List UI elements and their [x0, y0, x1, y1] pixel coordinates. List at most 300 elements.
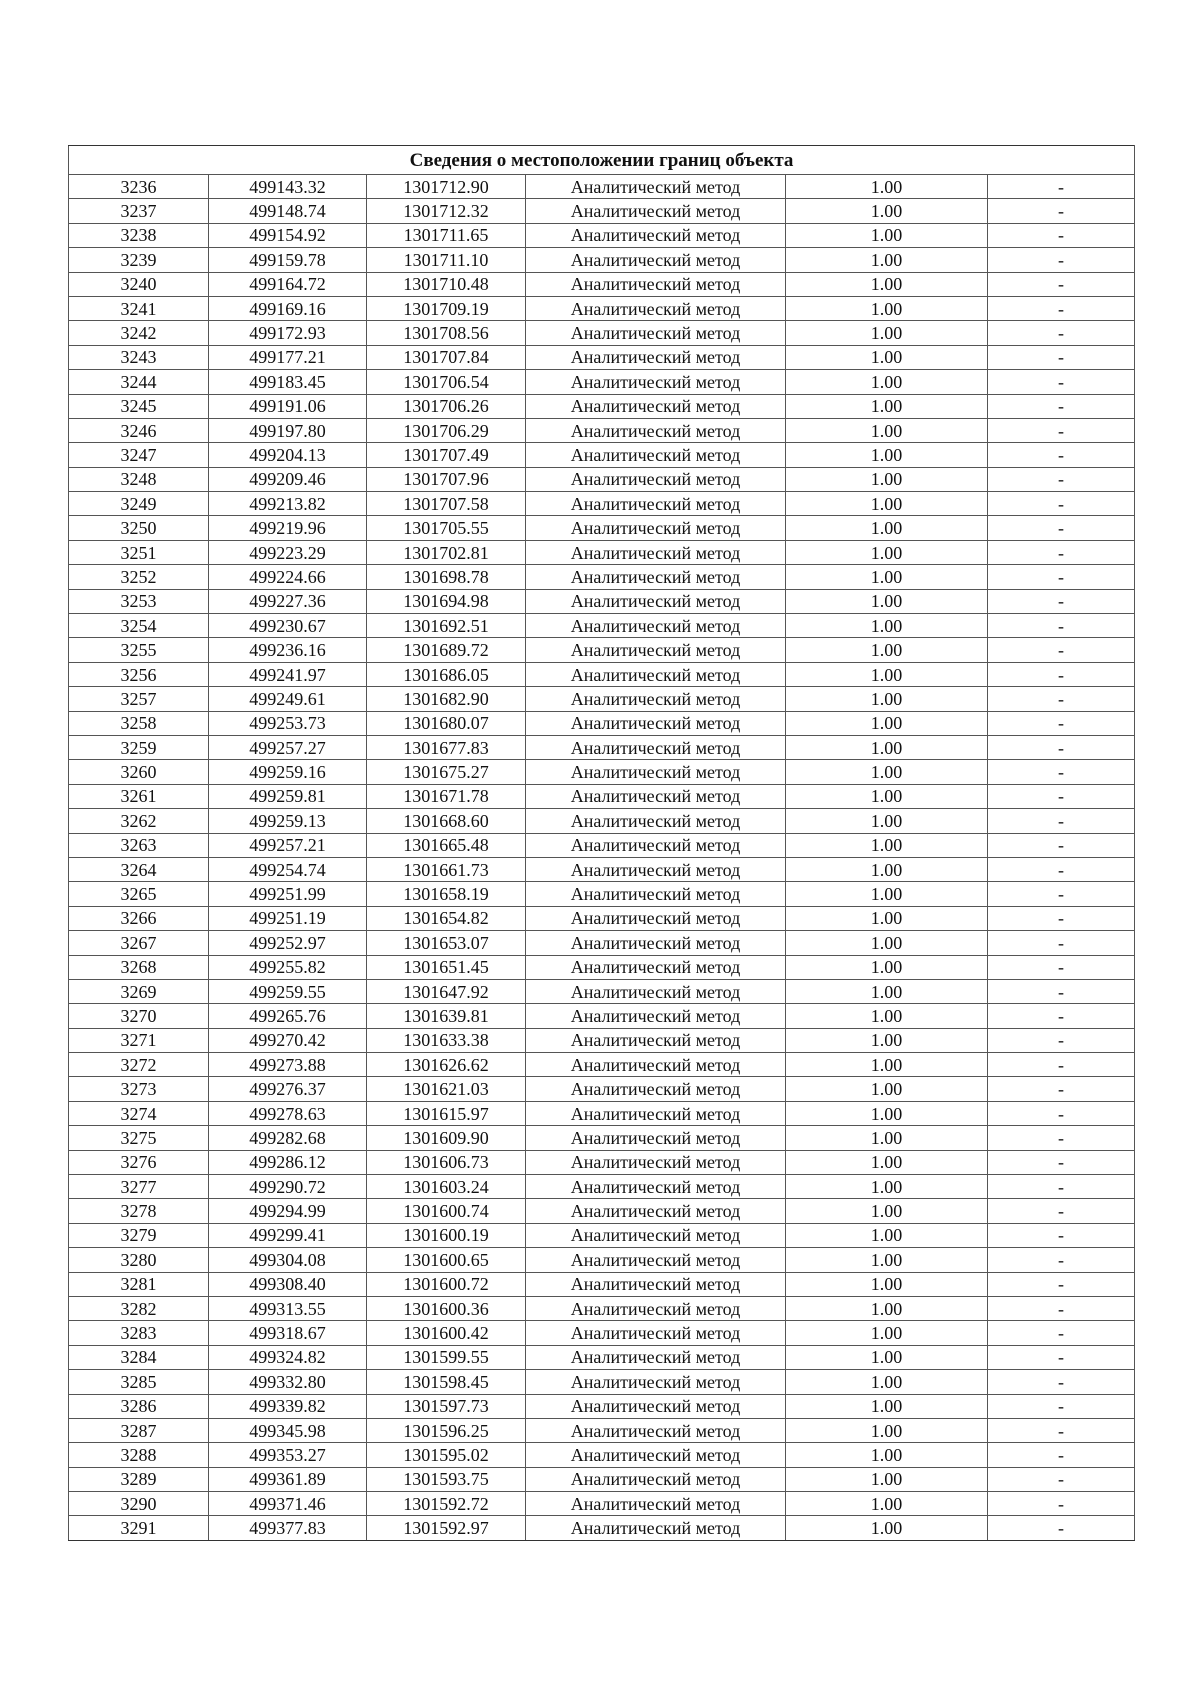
table-row: [69, 906, 1135, 930]
description-cell: -: [988, 1126, 1135, 1150]
description-cell: -: [988, 1175, 1135, 1199]
method-cell: Аналитический метод: [526, 370, 786, 394]
x-coordinate-cell: 499304.08: [209, 1248, 367, 1272]
accuracy-cell: 1.00: [786, 760, 988, 784]
x-coordinate-cell: 499313.55: [209, 1296, 367, 1320]
method-cell: Аналитический метод: [526, 687, 786, 711]
description-cell: -: [988, 272, 1135, 296]
x-coordinate-cell: 499290.72: [209, 1175, 367, 1199]
method-cell: Аналитический метод: [526, 809, 786, 833]
description-cell: -: [988, 784, 1135, 808]
method-cell: Аналитический метод: [526, 1077, 786, 1101]
y-coordinate-cell: 1301665.48: [367, 833, 526, 857]
description-cell: -: [988, 1028, 1135, 1052]
table-row: [69, 1004, 1135, 1028]
y-coordinate-cell: 1301689.72: [367, 638, 526, 662]
accuracy-cell: 1.00: [786, 467, 988, 491]
y-coordinate-cell: 1301694.98: [367, 589, 526, 613]
table-row: [69, 1394, 1135, 1418]
y-coordinate-cell: 1301599.55: [367, 1345, 526, 1369]
method-cell: Аналитический метод: [526, 1296, 786, 1320]
table-row: [69, 321, 1135, 345]
method-cell: Аналитический метод: [526, 1492, 786, 1516]
point-number-cell: 3276: [69, 1150, 209, 1174]
accuracy-cell: 1.00: [786, 687, 988, 711]
y-coordinate-cell: 1301661.73: [367, 857, 526, 881]
point-number-cell: 3289: [69, 1467, 209, 1491]
point-number-cell: 3270: [69, 1004, 209, 1028]
y-coordinate-cell: 1301707.58: [367, 492, 526, 516]
y-coordinate-cell: 1301597.73: [367, 1394, 526, 1418]
x-coordinate-cell: 499251.99: [209, 882, 367, 906]
point-number-cell: 3261: [69, 784, 209, 808]
x-coordinate-cell: 499282.68: [209, 1126, 367, 1150]
y-coordinate-cell: 1301675.27: [367, 760, 526, 784]
table-row: [69, 1492, 1135, 1516]
point-number-cell: 3288: [69, 1443, 209, 1467]
accuracy-cell: 1.00: [786, 1223, 988, 1247]
x-coordinate-cell: 499164.72: [209, 272, 367, 296]
method-cell: Аналитический метод: [526, 638, 786, 662]
accuracy-cell: 1.00: [786, 394, 988, 418]
table-row: [69, 175, 1135, 199]
description-cell: -: [988, 248, 1135, 272]
description-cell: -: [988, 492, 1135, 516]
point-number-cell: 3247: [69, 443, 209, 467]
point-number-cell: 3251: [69, 540, 209, 564]
y-coordinate-cell: 1301707.96: [367, 467, 526, 491]
x-coordinate-cell: 499318.67: [209, 1321, 367, 1345]
point-number-cell: 3243: [69, 345, 209, 369]
accuracy-cell: 1.00: [786, 614, 988, 638]
description-cell: -: [988, 1223, 1135, 1247]
method-cell: Аналитический метод: [526, 467, 786, 491]
accuracy-cell: 1.00: [786, 1345, 988, 1369]
x-coordinate-cell: 499177.21: [209, 345, 367, 369]
y-coordinate-cell: 1301702.81: [367, 540, 526, 564]
point-number-cell: 3258: [69, 711, 209, 735]
point-number-cell: 3279: [69, 1223, 209, 1247]
x-coordinate-cell: 499377.83: [209, 1516, 367, 1540]
table-row: [69, 882, 1135, 906]
description-cell: -: [988, 760, 1135, 784]
point-number-cell: 3250: [69, 516, 209, 540]
accuracy-cell: 1.00: [786, 272, 988, 296]
method-cell: Аналитический метод: [526, 565, 786, 589]
y-coordinate-cell: 1301654.82: [367, 906, 526, 930]
x-coordinate-cell: 499230.67: [209, 614, 367, 638]
method-cell: Аналитический метод: [526, 1394, 786, 1418]
description-cell: -: [988, 1418, 1135, 1442]
x-coordinate-cell: 499294.99: [209, 1199, 367, 1223]
x-coordinate-cell: 499276.37: [209, 1077, 367, 1101]
method-cell: Аналитический метод: [526, 1101, 786, 1125]
boundary-coordinates-table: [68, 145, 1135, 1541]
accuracy-cell: 1.00: [786, 370, 988, 394]
description-cell: -: [988, 1492, 1135, 1516]
description-cell: -: [988, 175, 1135, 199]
x-coordinate-cell: 499255.82: [209, 955, 367, 979]
x-coordinate-cell: 499371.46: [209, 1492, 367, 1516]
accuracy-cell: 1.00: [786, 1516, 988, 1540]
method-cell: Аналитический метод: [526, 1443, 786, 1467]
y-coordinate-cell: 1301603.24: [367, 1175, 526, 1199]
accuracy-cell: 1.00: [786, 296, 988, 320]
description-cell: -: [988, 955, 1135, 979]
table-row: [69, 711, 1135, 735]
y-coordinate-cell: 1301651.45: [367, 955, 526, 979]
description-cell: -: [988, 565, 1135, 589]
point-number-cell: 3246: [69, 418, 209, 442]
x-coordinate-cell: 499191.06: [209, 394, 367, 418]
point-number-cell: 3264: [69, 857, 209, 881]
method-cell: Аналитический метод: [526, 321, 786, 345]
x-coordinate-cell: 499278.63: [209, 1101, 367, 1125]
description-cell: -: [988, 1467, 1135, 1491]
table-row: [69, 687, 1135, 711]
table-title-row: [69, 146, 1135, 175]
method-cell: Аналитический метод: [526, 394, 786, 418]
y-coordinate-cell: 1301710.48: [367, 272, 526, 296]
point-number-cell: 3275: [69, 1126, 209, 1150]
description-cell: -: [988, 467, 1135, 491]
y-coordinate-cell: 1301698.78: [367, 565, 526, 589]
table-row: [69, 1126, 1135, 1150]
x-coordinate-cell: 499143.32: [209, 175, 367, 199]
y-coordinate-cell: 1301707.84: [367, 345, 526, 369]
description-cell: -: [988, 906, 1135, 930]
table-row: [69, 760, 1135, 784]
method-cell: Аналитический метод: [526, 979, 786, 1003]
table-row: [69, 662, 1135, 686]
description-cell: -: [988, 1394, 1135, 1418]
method-cell: Аналитический метод: [526, 1004, 786, 1028]
table-row: [69, 565, 1135, 589]
table-row: [69, 467, 1135, 491]
point-number-cell: 3273: [69, 1077, 209, 1101]
y-coordinate-cell: 1301592.72: [367, 1492, 526, 1516]
point-number-cell: 3242: [69, 321, 209, 345]
y-coordinate-cell: 1301686.05: [367, 662, 526, 686]
point-number-cell: 3255: [69, 638, 209, 662]
accuracy-cell: 1.00: [786, 1492, 988, 1516]
accuracy-cell: 1.00: [786, 833, 988, 857]
accuracy-cell: 1.00: [786, 735, 988, 759]
method-cell: Аналитический метод: [526, 248, 786, 272]
table-title: Сведения о местоположении границ объекта: [69, 146, 1135, 175]
description-cell: -: [988, 345, 1135, 369]
y-coordinate-cell: 1301600.65: [367, 1248, 526, 1272]
accuracy-cell: 1.00: [786, 906, 988, 930]
y-coordinate-cell: 1301600.72: [367, 1272, 526, 1296]
description-cell: -: [988, 443, 1135, 467]
x-coordinate-cell: 499249.61: [209, 687, 367, 711]
point-number-cell: 3252: [69, 565, 209, 589]
accuracy-cell: 1.00: [786, 1101, 988, 1125]
x-coordinate-cell: 499197.80: [209, 418, 367, 442]
accuracy-cell: 1.00: [786, 1053, 988, 1077]
accuracy-cell: 1.00: [786, 345, 988, 369]
y-coordinate-cell: 1301658.19: [367, 882, 526, 906]
table-row: [69, 1272, 1135, 1296]
y-coordinate-cell: 1301609.90: [367, 1126, 526, 1150]
description-cell: -: [988, 1443, 1135, 1467]
description-cell: -: [988, 711, 1135, 735]
y-coordinate-cell: 1301600.19: [367, 1223, 526, 1247]
table-row: [69, 1101, 1135, 1125]
y-coordinate-cell: 1301595.02: [367, 1443, 526, 1467]
table-row: [69, 370, 1135, 394]
accuracy-cell: 1.00: [786, 492, 988, 516]
y-coordinate-cell: 1301711.65: [367, 223, 526, 247]
y-coordinate-cell: 1301711.10: [367, 248, 526, 272]
table-row: [69, 443, 1135, 467]
y-coordinate-cell: 1301680.07: [367, 711, 526, 735]
method-cell: Аналитический метод: [526, 833, 786, 857]
y-coordinate-cell: 1301668.60: [367, 809, 526, 833]
accuracy-cell: 1.00: [786, 565, 988, 589]
method-cell: Аналитический метод: [526, 1345, 786, 1369]
accuracy-cell: 1.00: [786, 784, 988, 808]
x-coordinate-cell: 499204.13: [209, 443, 367, 467]
method-cell: Аналитический метод: [526, 1248, 786, 1272]
y-coordinate-cell: 1301626.62: [367, 1053, 526, 1077]
x-coordinate-cell: 499224.66: [209, 565, 367, 589]
table-row: [69, 857, 1135, 881]
accuracy-cell: 1.00: [786, 662, 988, 686]
method-cell: Аналитический метод: [526, 1321, 786, 1345]
description-cell: -: [988, 1004, 1135, 1028]
x-coordinate-cell: 499209.46: [209, 467, 367, 491]
x-coordinate-cell: 499223.29: [209, 540, 367, 564]
point-number-cell: 3262: [69, 809, 209, 833]
point-number-cell: 3249: [69, 492, 209, 516]
table-row: [69, 394, 1135, 418]
y-coordinate-cell: 1301593.75: [367, 1467, 526, 1491]
table-row: [69, 931, 1135, 955]
accuracy-cell: 1.00: [786, 1028, 988, 1052]
accuracy-cell: 1.00: [786, 1126, 988, 1150]
method-cell: Аналитический метод: [526, 784, 786, 808]
point-number-cell: 3248: [69, 467, 209, 491]
accuracy-cell: 1.00: [786, 1321, 988, 1345]
table-row: [69, 1248, 1135, 1272]
method-cell: Аналитический метод: [526, 1272, 786, 1296]
x-coordinate-cell: 499259.16: [209, 760, 367, 784]
accuracy-cell: 1.00: [786, 638, 988, 662]
point-number-cell: 3254: [69, 614, 209, 638]
description-cell: -: [988, 1053, 1135, 1077]
accuracy-cell: 1.00: [786, 516, 988, 540]
y-coordinate-cell: 1301706.29: [367, 418, 526, 442]
table-row: [69, 979, 1135, 1003]
method-cell: Аналитический метод: [526, 1418, 786, 1442]
accuracy-cell: 1.00: [786, 979, 988, 1003]
table-row: [69, 540, 1135, 564]
table-row: [69, 1296, 1135, 1320]
y-coordinate-cell: 1301633.38: [367, 1028, 526, 1052]
point-number-cell: 3259: [69, 735, 209, 759]
description-cell: -: [988, 833, 1135, 857]
accuracy-cell: 1.00: [786, 882, 988, 906]
y-coordinate-cell: 1301600.42: [367, 1321, 526, 1345]
accuracy-cell: 1.00: [786, 1296, 988, 1320]
accuracy-cell: 1.00: [786, 321, 988, 345]
description-cell: -: [988, 979, 1135, 1003]
point-number-cell: 3245: [69, 394, 209, 418]
x-coordinate-cell: 499219.96: [209, 516, 367, 540]
x-coordinate-cell: 499213.82: [209, 492, 367, 516]
accuracy-cell: 1.00: [786, 248, 988, 272]
y-coordinate-cell: 1301639.81: [367, 1004, 526, 1028]
method-cell: Аналитический метод: [526, 492, 786, 516]
point-number-cell: 3281: [69, 1272, 209, 1296]
x-coordinate-cell: 499169.16: [209, 296, 367, 320]
y-coordinate-cell: 1301598.45: [367, 1370, 526, 1394]
description-cell: -: [988, 1296, 1135, 1320]
x-coordinate-cell: 499259.55: [209, 979, 367, 1003]
point-number-cell: 3237: [69, 199, 209, 223]
description-cell: -: [988, 1345, 1135, 1369]
y-coordinate-cell: 1301692.51: [367, 614, 526, 638]
table-row: [69, 345, 1135, 369]
method-cell: Аналитический метод: [526, 931, 786, 955]
method-cell: Аналитический метод: [526, 1028, 786, 1052]
method-cell: Аналитический метод: [526, 296, 786, 320]
table-row: [69, 1150, 1135, 1174]
point-number-cell: 3274: [69, 1101, 209, 1125]
table-row: [69, 1467, 1135, 1491]
point-number-cell: 3263: [69, 833, 209, 857]
point-number-cell: 3272: [69, 1053, 209, 1077]
method-cell: Аналитический метод: [526, 906, 786, 930]
y-coordinate-cell: 1301606.73: [367, 1150, 526, 1174]
method-cell: Аналитический метод: [526, 1199, 786, 1223]
accuracy-cell: 1.00: [786, 955, 988, 979]
table-row: [69, 614, 1135, 638]
point-number-cell: 3265: [69, 882, 209, 906]
accuracy-cell: 1.00: [786, 1467, 988, 1491]
point-number-cell: 3244: [69, 370, 209, 394]
description-cell: -: [988, 370, 1135, 394]
description-cell: -: [988, 1272, 1135, 1296]
point-number-cell: 3236: [69, 175, 209, 199]
x-coordinate-cell: 499361.89: [209, 1467, 367, 1491]
point-number-cell: 3241: [69, 296, 209, 320]
x-coordinate-cell: 499159.78: [209, 248, 367, 272]
accuracy-cell: 1.00: [786, 1175, 988, 1199]
point-number-cell: 3284: [69, 1345, 209, 1369]
table-row: [69, 199, 1135, 223]
description-cell: -: [988, 1077, 1135, 1101]
method-cell: Аналитический метод: [526, 662, 786, 686]
description-cell: -: [988, 857, 1135, 881]
table-row: [69, 296, 1135, 320]
table-row: [69, 735, 1135, 759]
x-coordinate-cell: 499148.74: [209, 199, 367, 223]
method-cell: Аналитический метод: [526, 1150, 786, 1174]
method-cell: Аналитический метод: [526, 1370, 786, 1394]
method-cell: Аналитический метод: [526, 760, 786, 784]
y-coordinate-cell: 1301708.56: [367, 321, 526, 345]
table-row: [69, 492, 1135, 516]
point-number-cell: 3285: [69, 1370, 209, 1394]
method-cell: Аналитический метод: [526, 1467, 786, 1491]
point-number-cell: 3290: [69, 1492, 209, 1516]
x-coordinate-cell: 499273.88: [209, 1053, 367, 1077]
description-cell: -: [988, 589, 1135, 613]
point-number-cell: 3282: [69, 1296, 209, 1320]
y-coordinate-cell: 1301615.97: [367, 1101, 526, 1125]
x-coordinate-cell: 499345.98: [209, 1418, 367, 1442]
method-cell: Аналитический метод: [526, 1053, 786, 1077]
table-row: [69, 1516, 1135, 1540]
y-coordinate-cell: 1301705.55: [367, 516, 526, 540]
x-coordinate-cell: 499154.92: [209, 223, 367, 247]
table-row: [69, 1223, 1135, 1247]
method-cell: Аналитический метод: [526, 418, 786, 442]
point-number-cell: 3253: [69, 589, 209, 613]
point-number-cell: 3287: [69, 1418, 209, 1442]
table-row: [69, 1199, 1135, 1223]
table-row: [69, 1345, 1135, 1369]
table-row: [69, 833, 1135, 857]
y-coordinate-cell: 1301600.74: [367, 1199, 526, 1223]
accuracy-cell: 1.00: [786, 1370, 988, 1394]
description-cell: -: [988, 394, 1135, 418]
x-coordinate-cell: 499227.36: [209, 589, 367, 613]
y-coordinate-cell: 1301596.25: [367, 1418, 526, 1442]
accuracy-cell: 1.00: [786, 1150, 988, 1174]
x-coordinate-cell: 499286.12: [209, 1150, 367, 1174]
method-cell: Аналитический метод: [526, 223, 786, 247]
table-row: [69, 1175, 1135, 1199]
method-cell: Аналитический метод: [526, 735, 786, 759]
accuracy-cell: 1.00: [786, 1272, 988, 1296]
description-cell: -: [988, 687, 1135, 711]
accuracy-cell: 1.00: [786, 589, 988, 613]
y-coordinate-cell: 1301671.78: [367, 784, 526, 808]
point-number-cell: 3257: [69, 687, 209, 711]
y-coordinate-cell: 1301677.83: [367, 735, 526, 759]
table-row: [69, 272, 1135, 296]
y-coordinate-cell: 1301706.54: [367, 370, 526, 394]
method-cell: Аналитический метод: [526, 882, 786, 906]
x-coordinate-cell: 499241.97: [209, 662, 367, 686]
x-coordinate-cell: 499236.16: [209, 638, 367, 662]
accuracy-cell: 1.00: [786, 540, 988, 564]
description-cell: -: [988, 614, 1135, 638]
accuracy-cell: 1.00: [786, 857, 988, 881]
accuracy-cell: 1.00: [786, 711, 988, 735]
x-coordinate-cell: 499339.82: [209, 1394, 367, 1418]
y-coordinate-cell: 1301712.32: [367, 199, 526, 223]
x-coordinate-cell: 499183.45: [209, 370, 367, 394]
description-cell: -: [988, 1150, 1135, 1174]
x-coordinate-cell: 499253.73: [209, 711, 367, 735]
method-cell: Аналитический метод: [526, 516, 786, 540]
method-cell: Аналитический метод: [526, 1516, 786, 1540]
method-cell: Аналитический метод: [526, 711, 786, 735]
table-row: [69, 1443, 1135, 1467]
accuracy-cell: 1.00: [786, 199, 988, 223]
method-cell: Аналитический метод: [526, 955, 786, 979]
document-page: [68, 145, 1134, 1541]
y-coordinate-cell: 1301592.97: [367, 1516, 526, 1540]
point-number-cell: 3268: [69, 955, 209, 979]
point-number-cell: 3238: [69, 223, 209, 247]
y-coordinate-cell: 1301712.90: [367, 175, 526, 199]
